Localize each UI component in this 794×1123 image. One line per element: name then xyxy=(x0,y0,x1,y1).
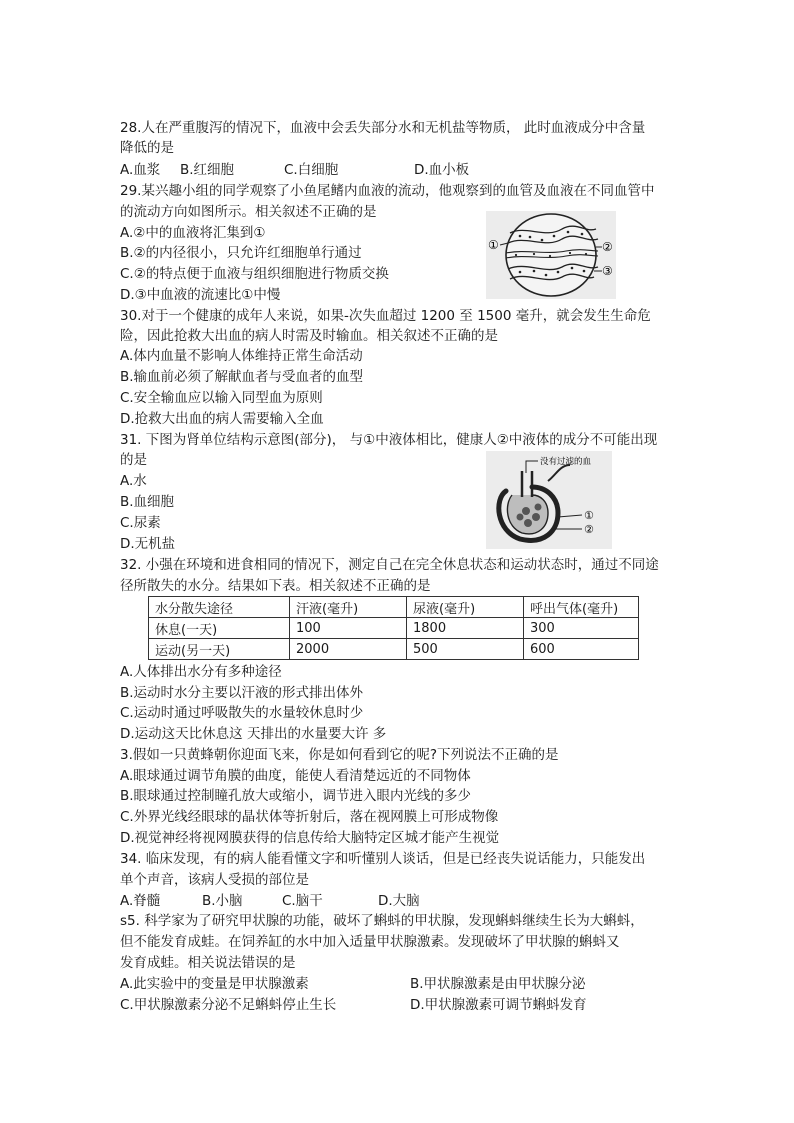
q35-stem-line2: 但不能发育成蛙。在饲养缸的水中加入适量甲状腺激素。发现破坏了甲状腺的蝌蚪又 xyxy=(120,934,620,950)
q32-stem-line1: 32. 小强在环境和进食相同的情况下，测定自己在完全休息状态和运动状态时，通过不同途 xyxy=(120,557,659,573)
q34-option-c[interactable]: C.脑干 xyxy=(282,893,323,909)
q35-stem-line1: s5. 科学家为了研究甲状腺的功能，破坏了蝌蚪的甲状腺，发现蝌蚪继续生长为大蝌蚪， xyxy=(120,913,644,929)
q28-stem-line2: 降低的是 xyxy=(120,140,174,156)
q31-stem-line1: 31. 下图为肾单位结构示意图(部分)， 与①中液体相比，健康人②中液体的成分不可能出现 xyxy=(120,432,658,448)
q33-option-a[interactable]: A.眼球通过调节角膜的曲度，能使人看清楚远近的不同物体 xyxy=(120,768,471,784)
q28-option-a[interactable]: A.血浆 xyxy=(120,162,161,178)
table-cell: 休息(一天) xyxy=(149,618,290,639)
q30-option-b[interactable]: B.输血前必须了解献血者与受血者的血型 xyxy=(120,369,364,385)
q32-option-c[interactable]: C.运动时通过呼吸散失的水量较休息时少 xyxy=(120,705,364,721)
table-cell: 500 xyxy=(407,639,524,660)
q30-stem-line1: 30.对于一个健康的成年人来说，如果-次失血超过 1200 至 1500 毫升，就会发生生命危 xyxy=(120,308,651,324)
q34-option-a[interactable]: A.脊髓 xyxy=(120,893,161,909)
table-cell: 100 xyxy=(290,618,407,639)
table-cell: 运动(另一天) xyxy=(149,639,290,660)
q29-option-c[interactable]: C.②的特点便于血液与组织细胞进行物质交换 xyxy=(120,266,389,282)
q34-option-d[interactable]: D.大脑 xyxy=(378,893,420,909)
q33-option-c[interactable]: C.外界光线经眼球的晶状体等折射后，落在视网膜上可形成物像 xyxy=(120,809,499,825)
q28-stem-line1: 28.人在严重腹泻的情况下，血液中会丢失部分水和无机盐等物质， 此时血液成分中含量 xyxy=(120,120,646,136)
table-header-cell: 汗液(毫升) xyxy=(290,597,407,618)
q32-stem-line2: 径所散失的水分。结果如下表。相关叙述不正确的是 xyxy=(120,578,431,594)
table-row xyxy=(149,618,639,639)
q32-option-b[interactable]: B.运动时水分主要以汗液的形式排出体外 xyxy=(120,685,364,701)
q33-option-b[interactable]: B.眼球通过控制瞳孔放大或缩小，调节进入眼内光线的多少 xyxy=(120,788,472,804)
table-cell: 1800 xyxy=(407,618,524,639)
q34-option-b[interactable]: B.小脑 xyxy=(202,893,243,909)
q35-options-row2 xyxy=(120,996,680,1014)
q35-option-c[interactable]: C.甲状腺激素分泌不足蝌蚪停止生长 xyxy=(120,997,337,1013)
q30-option-d[interactable]: D.抢救大出血的病人需要输入全血 xyxy=(120,411,324,427)
q35-stem-line3: 发育成蛙。相关说法错误的是 xyxy=(120,955,296,971)
q30-stem-line2: 险，因此抢救大出血的病人时需及时输血。相关叙述不正确的是 xyxy=(120,328,498,344)
q28-options xyxy=(120,161,680,179)
q29-stem-line1: 29.某兴趣小组的同学观察了小鱼尾鳍内血液的流动，他观察到的血管及血液在不同血管中 xyxy=(120,183,655,199)
q29-option-a[interactable]: A.②中的血液将汇集到① xyxy=(120,225,266,241)
q30-option-a[interactable]: A.体内血量不影响人体维持正常生命活动 xyxy=(120,348,363,364)
nephron-figure-label-2: ② xyxy=(584,523,594,536)
q28-option-b[interactable]: B.红细胞 xyxy=(180,162,235,178)
table-header-row xyxy=(149,597,639,618)
q32-option-d[interactable]: D.运动这天比休息这 天排出的水量要大许 多 xyxy=(120,726,387,742)
table-header-cell: 尿液(毫升) xyxy=(407,597,524,618)
q31-option-d[interactable]: D.无机盐 xyxy=(120,536,176,552)
q29-option-b[interactable]: B.②的内径很小，只允许红细胞单行通过 xyxy=(120,245,362,261)
q31-option-a[interactable]: A.水 xyxy=(120,473,147,489)
table-cell: 300 xyxy=(524,618,639,639)
q29-option-d[interactable]: D.③中血液的流速比①中慢 xyxy=(120,287,281,303)
q35-option-d[interactable]: D.甲状腺激素可调节蝌蚪发育 xyxy=(410,997,587,1013)
fish-figure-label-1: ① xyxy=(488,238,499,252)
q35-options-row1 xyxy=(120,975,680,993)
q33-option-d[interactable]: D.视觉神经将视网膜获得的信息传给大脑特定区城才能产生视觉 xyxy=(120,830,500,846)
q34-stem-line1: 34. 临床发现，有的病人能看懂文字和听懂别人谈话，但是已经丧失说话能力，只能发出 xyxy=(120,851,646,867)
nephron-figure-label-1: ① xyxy=(584,509,594,522)
table-header-cell: 水分散失途径 xyxy=(149,597,290,618)
nephron-figure-caption: 没有过滤的血 xyxy=(540,457,592,467)
water-loss-table xyxy=(148,596,639,660)
q35-option-a[interactable]: A.此实验中的变量是甲状腺激素 xyxy=(120,976,309,992)
q31-option-c[interactable]: C.尿素 xyxy=(120,515,161,531)
table-row xyxy=(149,639,639,660)
table-cell: 2000 xyxy=(290,639,407,660)
fish-figure-label-3: ③ xyxy=(602,264,613,278)
q31-option-b[interactable]: B.血细胞 xyxy=(120,494,175,510)
q35-option-b[interactable]: B.甲状腺激素是由甲状腺分泌 xyxy=(410,976,586,992)
q30-option-c[interactable]: C.安全输血应以输入同型血为原则 xyxy=(120,390,323,406)
q28-option-d[interactable]: D.血小板 xyxy=(414,162,470,178)
table-header-cell: 呼出气体(毫升) xyxy=(524,597,639,618)
q33-stem: 3.假如一只黄蜂朝你迎面飞来，你是如何看到它的呢?下列说法不正确的是 xyxy=(120,747,559,763)
q28-option-c[interactable]: C.白细胞 xyxy=(284,162,339,178)
q29-stem-line2: 的流动方向如图所示。相关叙述不正确的是 xyxy=(120,204,377,220)
nephron-structure-figure xyxy=(486,451,612,549)
fish-figure-label-2: ② xyxy=(602,240,613,254)
fish-tail-blood-vessel-figure xyxy=(486,211,616,299)
q32-option-a[interactable]: A.人体排出水分有多种途径 xyxy=(120,664,282,680)
table-cell: 600 xyxy=(524,639,639,660)
q34-stem-line2: 单个声音，该病人受损的部位是 xyxy=(120,872,309,888)
q31-stem-line2: 的是 xyxy=(120,452,147,468)
q34-options xyxy=(120,892,540,910)
